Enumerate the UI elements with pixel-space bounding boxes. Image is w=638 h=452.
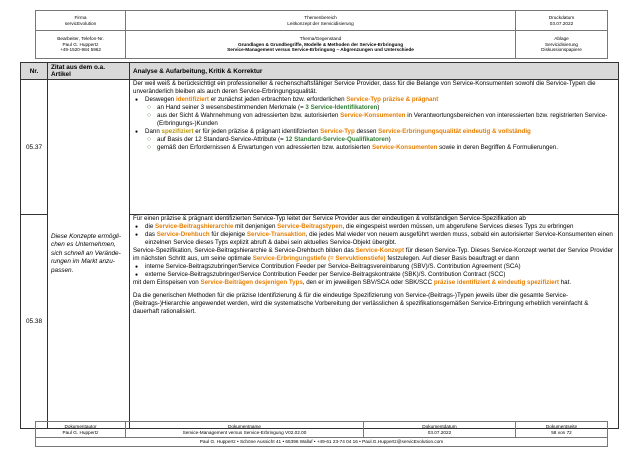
analysis-cell <box>130 80 619 215</box>
thema-cell <box>126 31 516 59</box>
ablage-value-2: Diskussionspapiere <box>541 47 582 53</box>
col-header-nr: Nr. <box>21 63 48 80</box>
paragraph: mit dem Einspeisen von Service-Beiträgen desjenigen Typs, den er im jeweiligen SBV/SCA oder SBK/SCC präzise identifiziert & eindeutig spezifiziert hat. <box>133 279 572 286</box>
zitat-line: chen es Unternehmen, <box>51 241 116 249</box>
dokumentseite-cell <box>516 422 608 438</box>
list-item: ● Deswegen identifiziert er zunächst jeden erbrachten bzw. erforderlichen Service-Typ präzise & prägnant <box>135 96 439 103</box>
firma-value: servicEvolution <box>64 20 97 26</box>
row-number: 05.38 <box>21 215 48 429</box>
bullet-icon: ● <box>135 97 139 103</box>
zitat-line: passen. <box>51 266 74 274</box>
paragraph: Für einen präzise & prägnant identifizierten Service-Typ leitet der Service Provider aus der eindeutigen & vollständigen Service-Spezifikation ab <box>133 215 526 222</box>
druckdatum-label: Druckdatum <box>548 14 575 20</box>
themenbereich-label: Themenbereich <box>304 14 337 20</box>
circle-bullet-icon: ○ <box>147 112 151 119</box>
dokumentdatum-label: Dokumentdatum <box>422 423 457 429</box>
table-row <box>21 80 619 215</box>
list-item: ● Dann spezifiziert er für jeden präzise & prägnant identifizierten Service-Typ dessen Service-Erbringungsqualität eindeutig & vollständig <box>135 128 531 135</box>
dokumentdatum-value: 03.07.2022 <box>427 429 452 435</box>
zitat-line: Diese Konzepte ermögli- <box>51 232 121 240</box>
druckdatum-cell <box>516 11 608 31</box>
analysis-cell <box>130 215 619 429</box>
autor-cell <box>36 422 126 438</box>
autor-label: Dokumentautor <box>64 423 97 429</box>
ablage-value-1: Servicidisierung <box>544 41 579 47</box>
footer-address: Paul G. Huppertz • Schöne Aussicht 41 • 65396 Walluf • +49-61 23-74 04 16 • Paul.G.Huppertz@servicEvolution.com <box>36 438 608 447</box>
col-header-zitat: Zitat aus dem o.a. Artikel <box>48 63 130 80</box>
list-item: ○ an Hand seiner 3 wesensbestimmenden Merkmale (= 3 Service-Identifikatoren) <box>147 104 380 111</box>
page-header <box>35 10 608 59</box>
list-item: ● das Service-Drehbuch für diejenige Service-Transaktion, die jedes Mal wieder von neuem ausgeführt werden muss, sobald ein autorisierter Service-Konsumenten einen einzelnen Service dieses Typs explizit abruft & dabei sein aktuelles Service-Objekt übergibt. <box>135 231 613 246</box>
list-item: ○ aus der Sicht & Wahrnehmung von adressierten bzw. autorisierten Service-Konsumenten in Verantwortungsbereichen von interessierten bzw. registrierten Service-(Erbringungs-)Kunden <box>147 112 608 127</box>
bearbeiter-cell <box>36 31 126 59</box>
bullet-icon: ● <box>135 264 139 270</box>
circle-bullet-icon: ○ <box>147 144 151 151</box>
autor-value: Paul G. Huppertz <box>62 429 99 435</box>
bearbeiter-label: Bearbeiter, Telefon-Nr. <box>57 36 104 42</box>
druckdatum-value: 03.07.2022 <box>549 20 574 26</box>
themenbereich-value: Leitkonzept der Servicidisierung <box>287 20 354 26</box>
zitat-cell <box>48 80 130 429</box>
bullet-icon: ● <box>135 224 139 230</box>
circle-bullet-icon: ○ <box>147 136 151 143</box>
list-item: ● interne Service-Beitragszubringer/Service Contribution Feeder per Service-Beitragsvereinbarung (SBV)/S. Contribution Agreement (SCA) <box>135 263 521 270</box>
ablage-label: Ablage <box>554 36 569 42</box>
dokumentseite-label: Dokumentseite <box>545 423 578 429</box>
circle-bullet-icon: ○ <box>147 104 151 111</box>
list-item: ○ auf Basis der 12 Standard-Service-Attribute (= 12 Standard-Service-Qualifikatoren) <box>147 136 391 143</box>
firma-label: Firma <box>74 14 87 20</box>
page-footer <box>35 421 608 447</box>
ablage-cell <box>516 31 608 59</box>
dokumentname-cell <box>126 422 364 438</box>
bullet-icon: ● <box>135 272 139 278</box>
col-header-analyse: Analyse & Aufarbeitung, Kritik & Korrektur <box>130 63 619 80</box>
list-item: ● externe Service-Beitragszubringer/Service Contribution Feeder per Service-Beitragskontrakte (SBK)/S. Contribution Contract (SCC) <box>135 271 506 278</box>
thema-label: Thema/Gegenstand <box>299 36 342 42</box>
dokumentseite-value: 58 von 72 <box>551 429 572 435</box>
list-item: ● die Service-Beitragshierarchie mit denjenigen Service-Beitragstypen, die eingespeist werden müssen, um abgerufene Services dieses Typs zu erbringen <box>135 223 574 230</box>
thema-line-2: Service-Management versus Service-Erbringung – Abgrenzungen und Unterschiede <box>227 47 414 53</box>
dokumentname-label: Dokumentname <box>227 423 262 429</box>
themenbereich-cell <box>126 11 516 31</box>
dokumentname-value: Service-Management versus Service-Erbringung V02.02.00 <box>182 429 307 435</box>
thema-line-1: Grundlagen & Grundbegriffe, Modelle & Methoden der Service-Erbringung <box>237 41 404 47</box>
zitat-line: rungen im Markt anzu- <box>51 258 115 266</box>
zitat-line: sich schnell an Verände- <box>51 249 121 257</box>
row-number: 05.37 <box>21 80 48 215</box>
analysis-table <box>20 62 619 429</box>
bullet-icon: ● <box>135 129 139 135</box>
dokumentdatum-cell <box>364 422 516 438</box>
firma-cell <box>36 11 126 31</box>
paragraph: Service-Spezifikation, Service-Beitragshierarchie & Service-Drehbuch bilden das Service-Konzept für diesen Service-Typ. Dieses Service-Konzept wertet der Service Provider im nächsten Schritt aus, um seine optimale Service-Erbringungstiefe (= Servuktionstiefe) festzulegen. Auf dieser Basis beauftragt er dann <box>133 247 614 262</box>
paragraph: Der weil weiß & berücksichtigt ein professioneller & rechenschaftsfähiger Service Provider, dass für die Belange von Service-Konsumenten sowohl die Service-Typen die unveränderlich bleiben als auch deren Service-Erbringungsqualität. <box>133 80 596 95</box>
paragraph: Da die generischen Methoden für die präzise Identifizierung & für die eindeutige Spezifizierung von Service-(Beitrags-)Typen jeweils über die gesamte Service-(Beitrags-)Hierarchie angewendet werden, wird die systematische Vorbereitung der verlässlichen & spezifikationsgemäßen Service-Erbringung erheblich vereinfacht & dauerhaft rationalisiert. <box>133 292 589 315</box>
bearbeiter-name: Paul G. Huppertz <box>62 41 99 47</box>
bearbeiter-phone: +49-1520-984 5962 <box>59 47 102 53</box>
bullet-icon: ● <box>135 232 139 238</box>
list-item: ○ gemäß den Erfordernissen & Erwartungen von adressierten bzw. autorisierten Service-Konsumenten sowie in deren Begriffen & Formulierungen. <box>147 144 558 151</box>
